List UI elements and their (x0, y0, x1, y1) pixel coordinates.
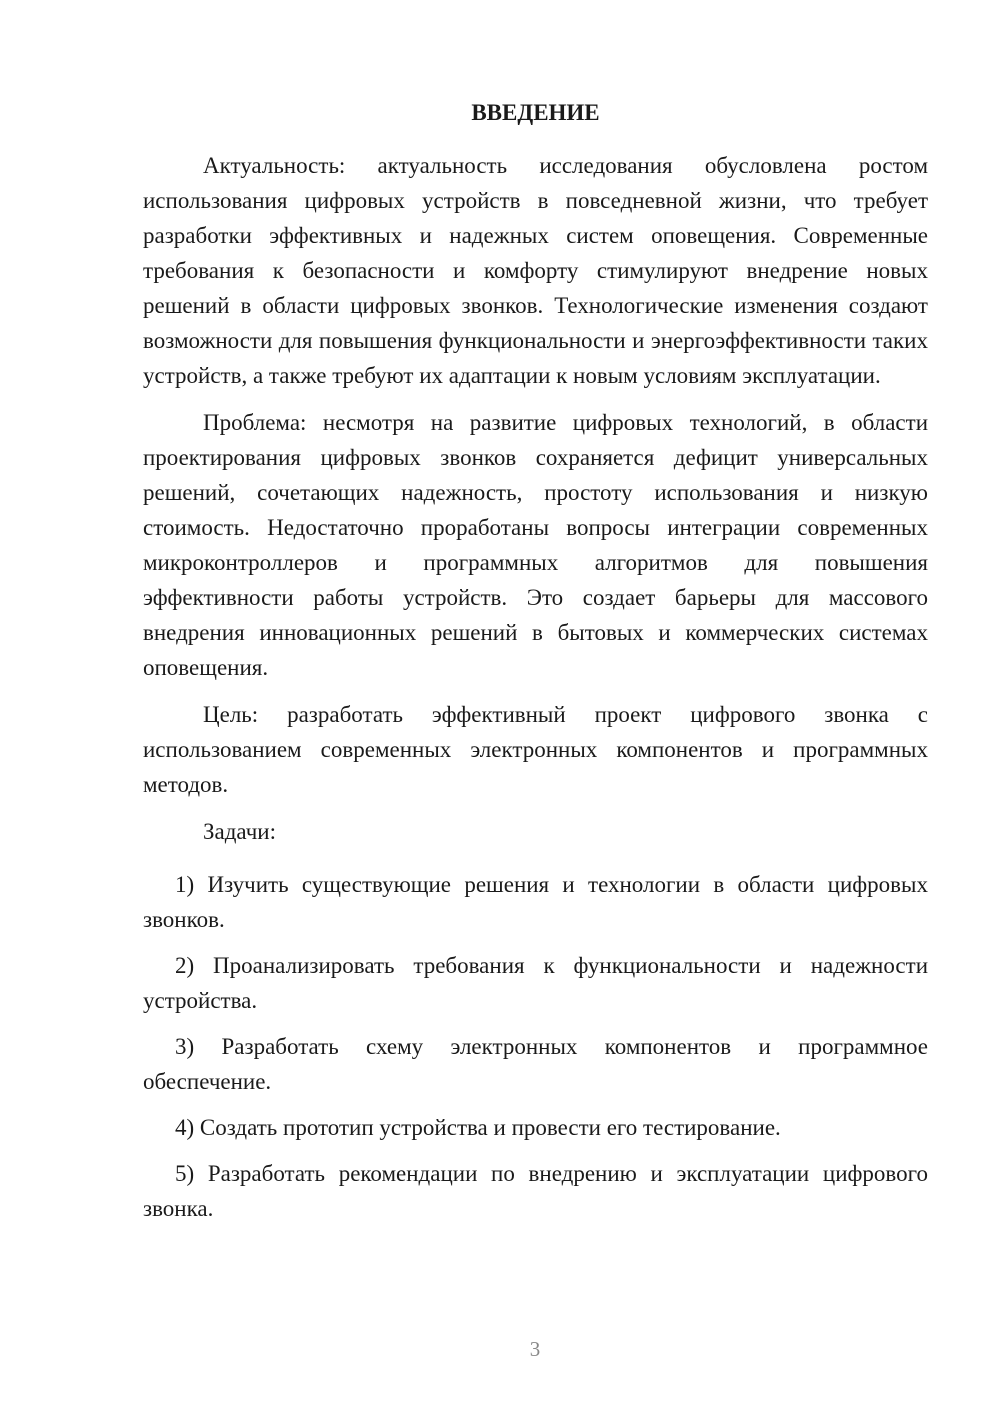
page-number: 3 (529, 1337, 541, 1361)
task-item: 2) Проанализировать требования к функциональности и надежности устройства. (143, 953, 928, 1013)
paragraph-goal: Цель: разработать эффективный проект цифрового звонка с использованием современных электронных компонентов и программных методов. (143, 702, 928, 797)
task-item: 1) Изучить существующие решения и технологии в области цифровых звонков. (143, 872, 928, 932)
paragraph-relevance: Актуальность: актуальность исследования обусловлена ростом использования цифровых устройств в повседневной жизни, что требует разработки эффективных и надежных систем оповещения. Современные требования к безопасности и комфорту стимулируют внедрение новых решений в области цифровых звонков. Технологические изменения создают возможности для повышения функциональности и энергоэффективности таких устройств, а также требуют их адаптации к новым условиям эксплуатации. (143, 153, 928, 388)
task-item: 4) Создать прототип устройства и провести его тестирование. (175, 1115, 781, 1140)
tasks-heading: Задачи: (203, 819, 276, 844)
page-content (143, 95, 928, 1237)
task-item: 3) Разработать схему электронных компонентов и программное обеспечение. (143, 1034, 928, 1094)
task-item: 5) Разработать рекомендации по внедрению и эксплуатации цифрового звонка. (143, 1161, 928, 1221)
section-title: ВВЕДЕНИЕ (471, 100, 600, 125)
paragraph-problem: Проблема: несмотря на развитие цифровых технологий, в области проектирования цифровых звонков сохраняется дефицит универсальных решений, сочетающих надежность, простоту использования и низкую стоимость. Недостаточно проработаны вопросы интеграции современных микроконтроллеров и программных алгоритмов для повышения эффективности работы устройств. Это создает барьеры для массового внедрения инновационных решений в бытовых и коммерческих системах оповещения. (143, 410, 928, 680)
